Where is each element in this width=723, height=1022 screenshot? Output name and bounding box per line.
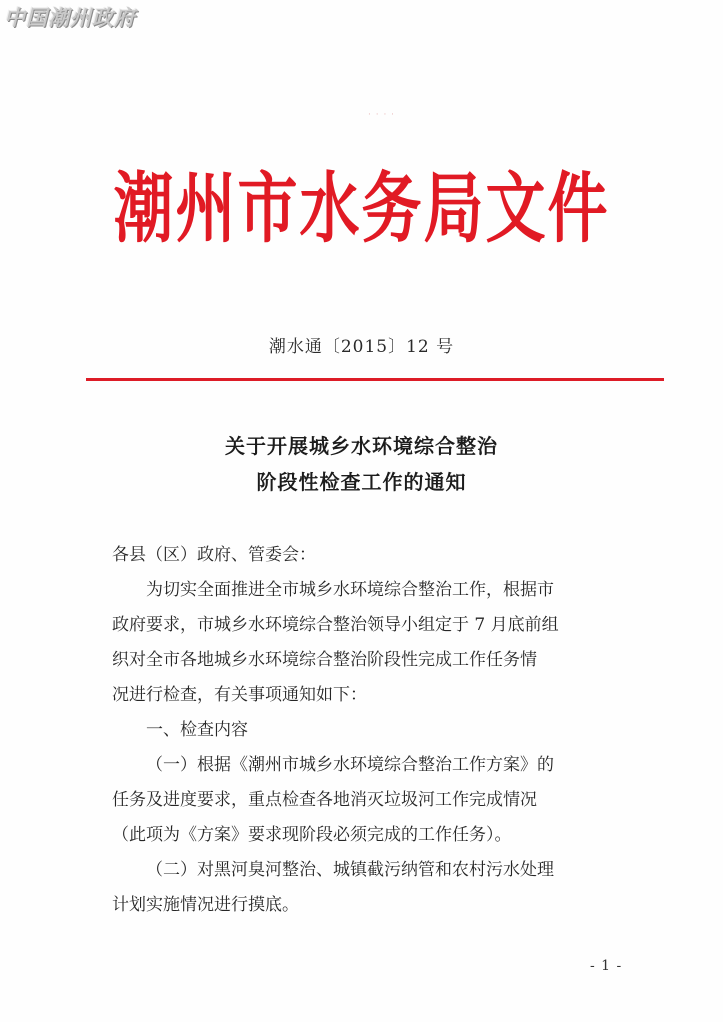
paragraph-1-line: 政府要求，市城乡水环境综合整治领导小组定于 7 月底前组 (112, 615, 559, 635)
page-number: - 1 - (590, 958, 623, 974)
item-1-line: （一）根据《潮州市城乡水环境综合整治工作方案》的 (146, 755, 554, 775)
watermark-logo: 中国潮州政府 (4, 6, 136, 30)
item-1-line: （此项为《方案》要求现阶段必须完成的工作任务）。 (112, 825, 512, 845)
item-1-line: 任务及进度要求，重点检查各地消灭垃圾河工作完成情况 (112, 790, 537, 810)
salutation: 各县（区）政府、管委会： (112, 545, 316, 565)
red-divider-rule (86, 378, 664, 381)
document-number: 潮水通〔2015〕12 号 (268, 337, 455, 357)
subject-line-1: 关于开展城乡水环境综合整治 (225, 434, 498, 458)
item-2-line: 计划实施情况进行摸底。 (112, 895, 299, 915)
faint-stamp-mark: · · · · (368, 110, 396, 120)
paragraph-1-line: 为切实全面推进全市城乡水环境综合整治工作，根据市 (146, 580, 554, 600)
item-2-line: （二）对黑河臭河整治、城镇截污纳管和农村污水处理 (146, 860, 554, 880)
paragraph-1-line: 织对全市各地城乡水环境综合整治阶段性完成工作任务情 (112, 650, 537, 670)
paragraph-1-line: 况进行检查，有关事项通知如下： (112, 685, 367, 705)
subject-line-2: 阶段性检查工作的通知 (256, 470, 467, 494)
document-header-title: 潮州市水务局文件 (113, 164, 610, 255)
section-1-heading: 一、检查内容 (146, 720, 248, 740)
